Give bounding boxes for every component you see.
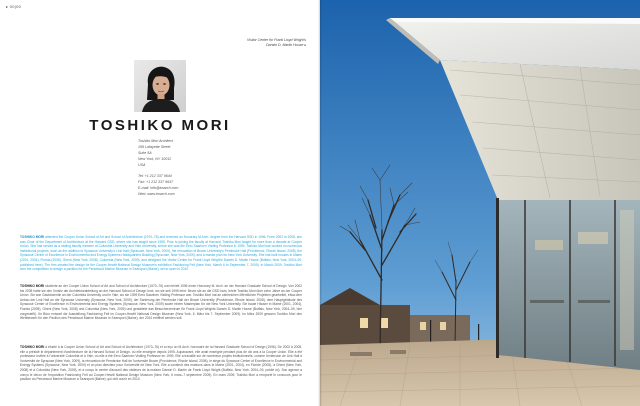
contact-line: Suite 5A bbox=[138, 150, 152, 155]
bio-german-text: studierte an der Cooper Union School of Art and School of Architecture (1970–76) und erhielt 1996 einen Honorary M. Arch. an der Harvard Graduate School of Design. Von 2002 bis 2008 hatte sie den Vorsitz der Architekturabteilung an der Harvard School of Design inne, wo sie seit 1995 lehrt. Bevor sie an die GSD kam, lehrte Toshiko Mori über zehn Jahre an der Cooper Union. Sie war Gastdozentin an der Columbia University und in Yale, wo sie 1999 Eero Saarinen Visiting Professor war. Toshiko Mori hat an zahlreichen öffentlichen Projekten gearbeitet, etwa dem Anbau der Link Hall an der Syracuse University (Syracuse, New York, 2009), der Sanierung der Pembroke Hall der Brown University (Providence, Rhode Island, 2008), dem Hauptgebäude des Syracuse Center of Excellence in Environmental and Energy Systems (Syracuse, New York, 2009) sowie einem Masterplan für die New York University. Sie baute Häuser in Maine (2001, 2004), Florida (2005), Ghent (New York, 2008) und Columbia (New York, 2009) und gestaltete das Besucherzentrum für Frank Lloyd Wrights Darwin D. Martin House (Buffalo, New York, 2004–09, hier vorgestellt). Ihr Büro entwarf die Ausstellung Fashioning Felt im Cooper-Hewitt National Design Museum (New York, 6. März bis 7. September 2009). Im März 2009 gewann Toshiko Mori den Wettbewerb für den Pavillon des Penobscot Marine Museum in Searsport (Maine), der 2010 eröffnet werden soll. bbox=[20, 284, 303, 321]
photo-caption bbox=[196, 38, 306, 48]
contact-web: Web: www.tmarch.com bbox=[138, 192, 175, 197]
contact-line: New York, NY 10012 bbox=[138, 156, 172, 161]
bio-french-lead: TOSHIKO MORI bbox=[20, 345, 45, 349]
bio-french bbox=[20, 345, 302, 382]
bio-german bbox=[20, 284, 302, 321]
page-number: ▸ 00|00 bbox=[6, 4, 22, 9]
contact-block bbox=[138, 139, 178, 198]
bio-english-text: attended the Cooper Union School of Art and School of Architecture (1970–76) and received an Honorary M.Arch. degree from the Harvard GSD in 1996. From 2002 to 2008, she was Chair of the Department of Architecture at the Harvard GSD, where she has taught since 1995. Prior to joining the faculty at Harvard, Toshiko Mori taught for more than a decade at Cooper Union. She has served as a visiting faculty member at Columbia University and Yale University, where she was the Eero Saarinen Visiting Professor in 1999. Toshiko Mori has worked on numerous institutional projects, such as the addition to Syracuse University's Link Hall (Syracuse, New York, 2009), the renovation of Brown University's Pembroke Hall (Providence, Rhode Island, 2008), the Syracuse Center of Excellence in Environmental and Energy Systems Headquarters Building (Syracuse, New York, 2009), and a master plan for New York University. She has built houses in Maine (2001, 2004), Florida (2005), Ghent (New York, 2008), Columbia (New York, 2009), and designed the Visitor Center for Frank Lloyd Wright's Darwin D. Martin House (Buffalo, New York, 2004–09, published here). The firm created the design for the Cooper-Hewitt National Design Museum's exhibition Fashioning Felt (New York, March 6 to September 7, 2009). In March 2009, Toshiko Mori won the competition to design a pavilion for the Penobscot Marine Museum in Searsport (Maine), set to open in 2010. bbox=[20, 235, 302, 272]
bio-english bbox=[20, 235, 302, 272]
contact-line: Toshiko Mori Architect bbox=[138, 139, 174, 143]
contact-email: E-mail: info@tmarch.com bbox=[138, 186, 179, 191]
page-gutter bbox=[318, 0, 322, 406]
contact-fax: Fax: +1 212 337 9647 bbox=[138, 180, 174, 185]
right-page-photo bbox=[320, 0, 640, 406]
bio-german-lead: TOSHIKO MORI bbox=[20, 284, 45, 288]
visitor-center-photo bbox=[320, 0, 640, 406]
caption-line-1: Visitor Center for Frank Lloyd Wright's bbox=[247, 38, 306, 42]
bio-french-text: a étudié à la Cooper Union School of Art and School of Architecture (1970–76) et a reçu un M.Arch. honoraire de la Harvard Graduate School of Design (1996). De 2002 à 2008, elle a présidé le département d'architecture de la Harvard School of Design, où elle enseigne depuis 1995. Auparavant, elle avait enseigné pendant plus de dix ans à la Cooper Union. Elle a été professeur invitée à l'université Columbia et à Yale, où elle a été Eero Saarinen Visiting Professor en 1999. Elle a travaillé sur de nombreux projets institutionnels, comme l'extension de Link Hall à l'université de Syracuse (New York, 2009), la rénovation de Pembroke Hall de l'université Brown (Providence, Rhode Island, 2008), le siège du Syracuse Center of Excellence in Environmental and Energy Systems (Syracuse, New York, 2009) et un plan directeur pour l'université de New York. Elle a construit des maisons dans le Maine (2001, 2004), en Floride (2005), à Ghent (New York, 2008) et à Columbia (New York, 2009), et a conçu le centre d'accueil des visiteurs de la maison Darwin D. Martin de Frank Lloyd Wright (Buffalo, New York, 2004–09, publié ici). Son agence a conçu le décor de l'exposition Fashioning Felt au Cooper-Hewitt National Design Museum (New York, 6 mars–7 septembre 2009). En mars 2009, Toshiko Mori a remporté le concours pour le pavillon du Penobscot Marine Museum à Searsport (Maine), qui doit ouvrir en 2010. bbox=[20, 345, 302, 382]
architect-name: TOSHIKO MORI bbox=[89, 117, 231, 134]
contact-line: USA bbox=[138, 162, 146, 167]
contact-line: 199 Lafayette Street bbox=[138, 144, 171, 149]
architect-portrait bbox=[134, 60, 186, 112]
contact-tel: Tel: +1 212 337 9644 bbox=[138, 174, 172, 179]
caption-line-2: Darwin D. Martin House ▸ bbox=[266, 43, 306, 47]
bio-english-lead: TOSHIKO MORI bbox=[20, 235, 45, 239]
